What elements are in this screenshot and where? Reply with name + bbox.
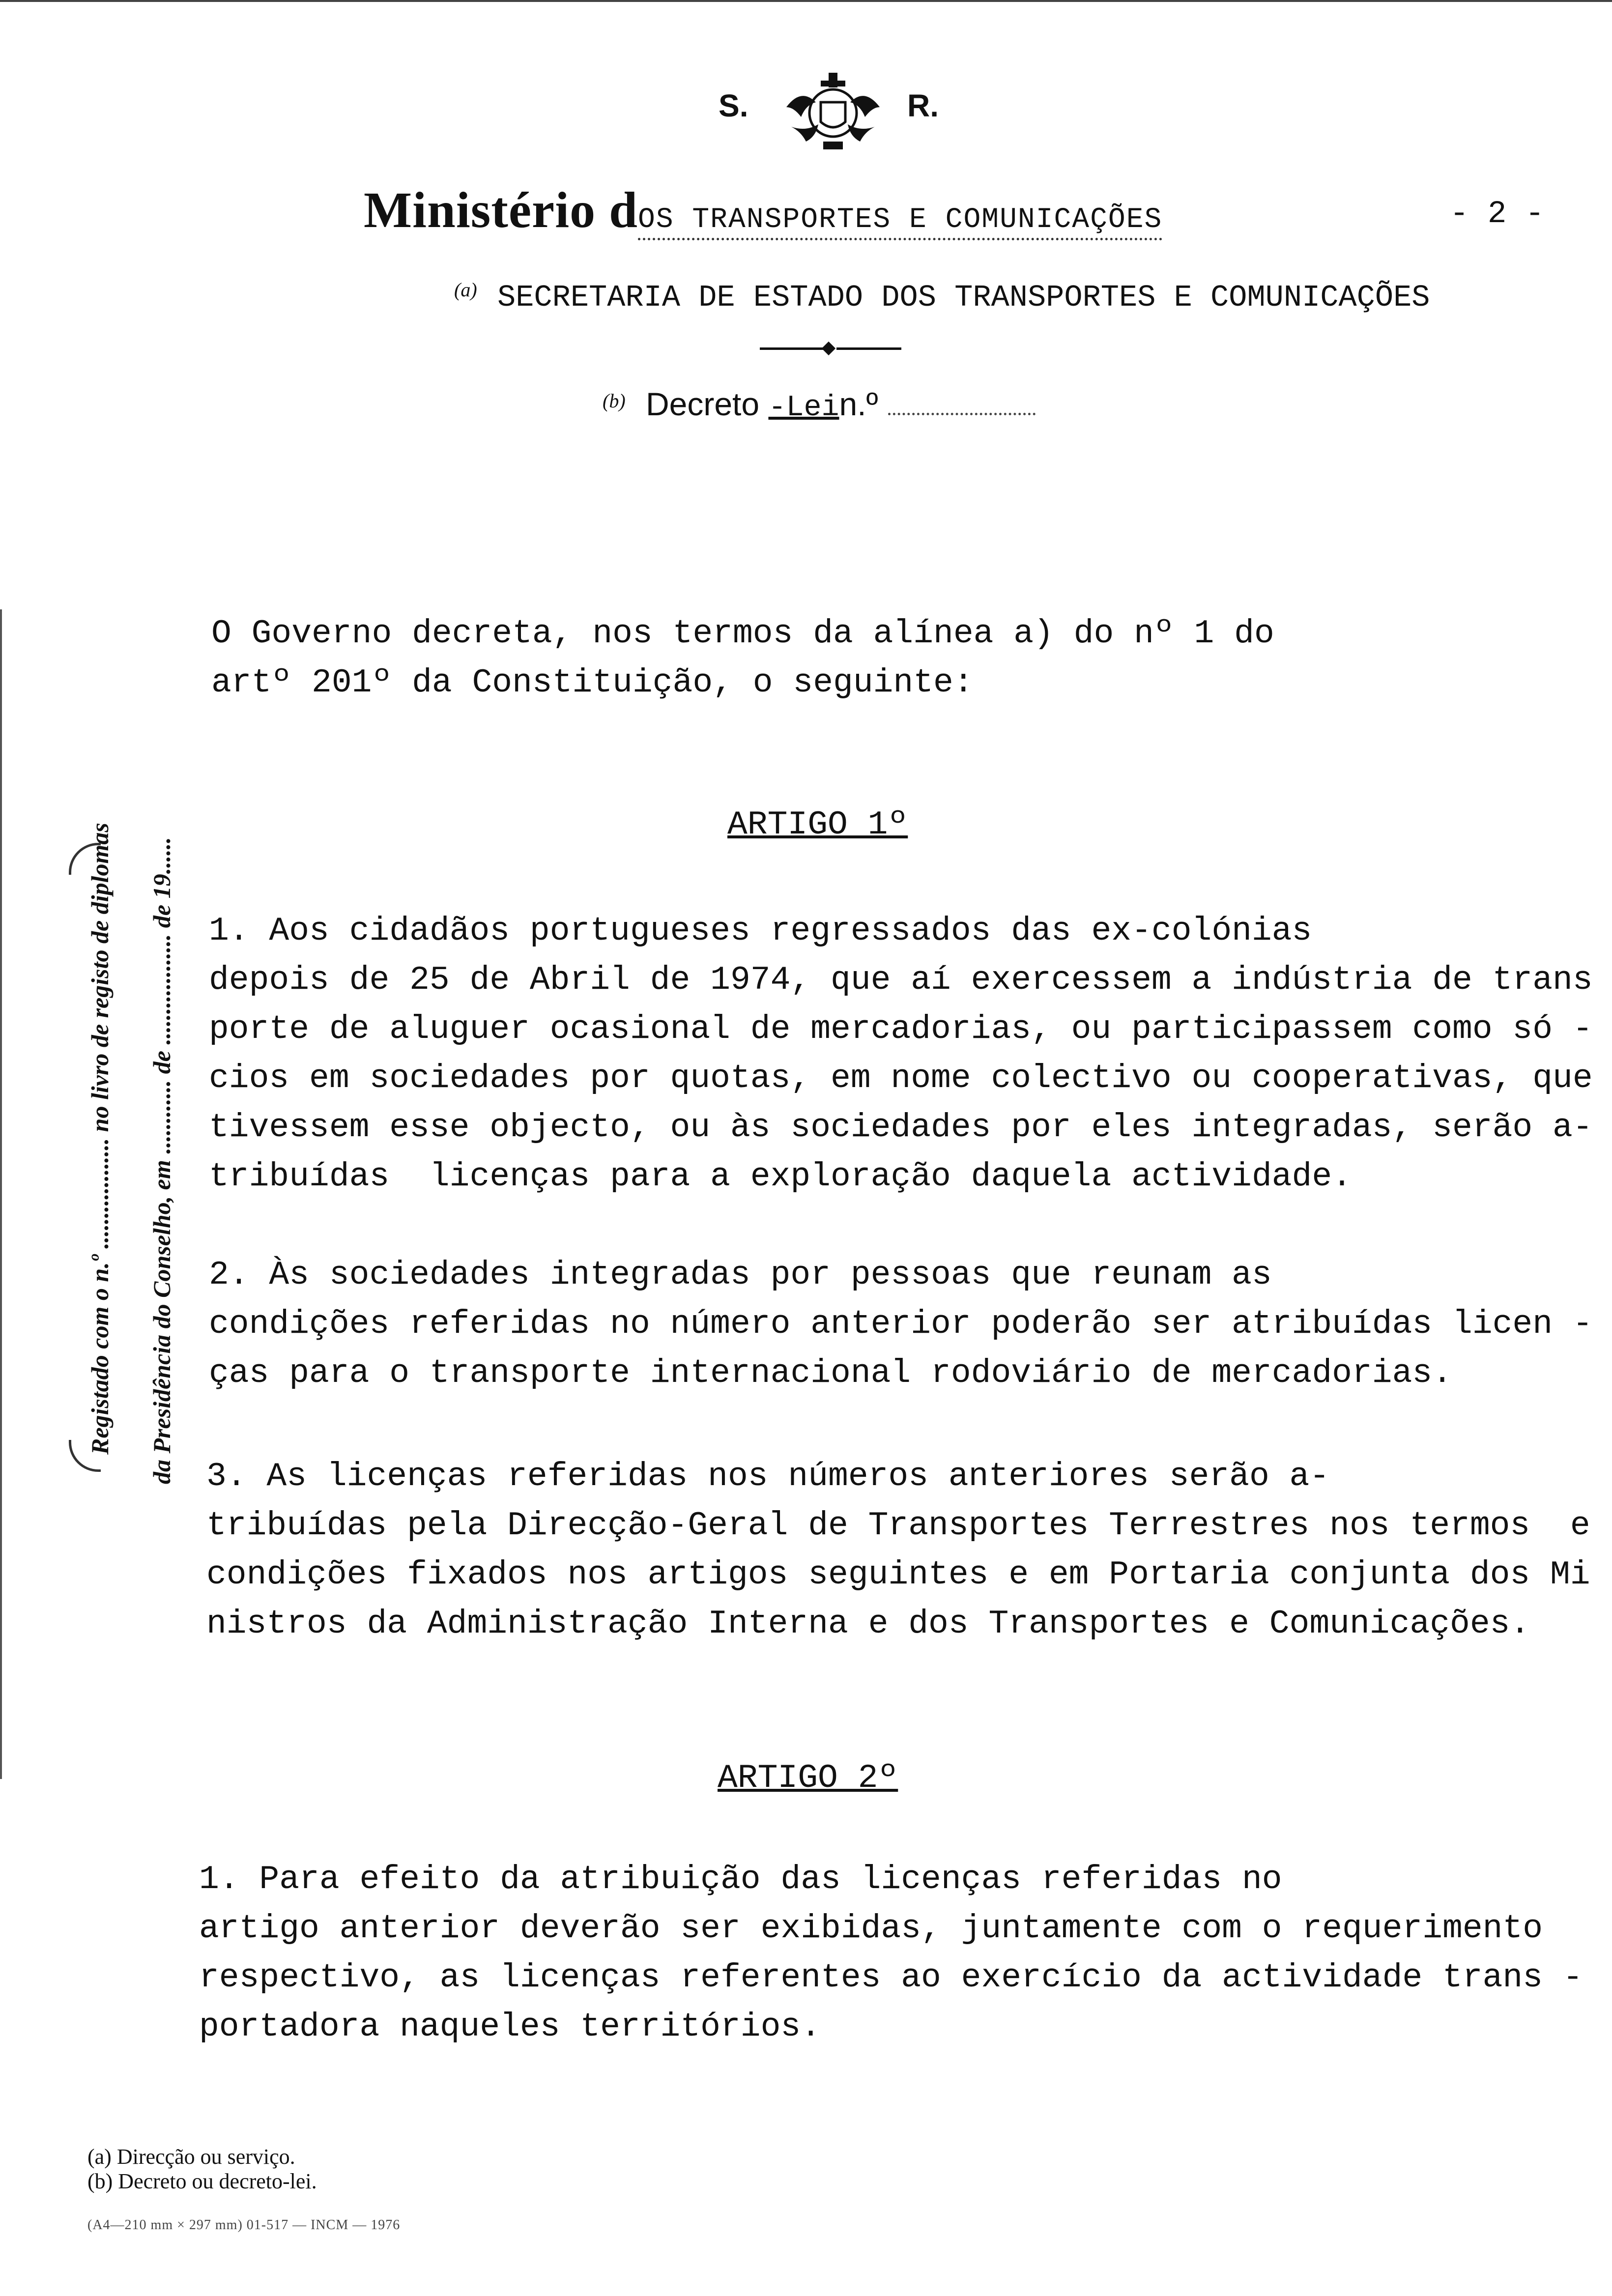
ministry-name: OS TRANSPORTES E COMUNICAÇÕES: [638, 204, 1162, 240]
artigo-2-heading: ARTIGO 2º: [718, 1759, 898, 1797]
ornament-rule-left: [760, 347, 824, 350]
ornament-rule-right: [836, 347, 901, 350]
artigo-1-heading: ARTIGO 1º: [727, 806, 908, 844]
artigo-1-paragraph-2: 2. Às sociedades integradas por pessoas que reunam as condições referidas no número anterior poderão ser atribuídas licen - ças para o transporte internacional rodoviário de mercadorias.: [209, 1256, 1593, 1392]
ministry-prefix: Ministério d: [364, 182, 638, 238]
decreto-marker: (b): [603, 390, 626, 412]
artigo-2-paragraph-1: 1. Para efeito da atribuição das licenças referidas no artigo anterior deverão ser exibidas, juntamente com o requerimento respectivo, as licenças referentes ao exercício da actividade trans - portadora naqueles territórios.: [199, 1861, 1583, 2046]
coat-of-arms-icon: [781, 68, 885, 156]
footnote-a: (a) Direcção ou serviço.: [87, 2145, 295, 2169]
page-top-border: [0, 0, 1612, 2]
margin-registo-line: Registado com o n.º .................. no livro de registo de diplomas: [86, 823, 114, 1455]
secretaria-line: SECRETARIA DE ESTADO DOS TRANSPORTES E COMUNICAÇÕES: [497, 280, 1430, 315]
header-sr-right: R.: [907, 88, 939, 123]
decreto-line: [646, 385, 1036, 425]
secretaria-marker: (a): [454, 279, 477, 301]
margin-presidencia-line: da Presidência do Conselho, em ............ de .................. de 19......: [148, 837, 175, 1484]
artigo-1-paragraph-3: 3. As licenças referidas nos números anteriores serão a- tribuídas pela Direcção-Geral de Transportes Terrestres nos termos e condições fixados nos artigos seguintes e em Portaria conjunta dos Mi nistros da Administração Interna e dos Transportes e Comunicações.: [206, 1458, 1590, 1643]
footnotes: [87, 2145, 317, 2194]
footnote-b: (b) Decreto ou decreto-lei.: [87, 2169, 317, 2193]
decreto-label: Decreto: [646, 386, 760, 422]
decreto-number-blank: [888, 413, 1036, 415]
intro-paragraph: O Governo decreta, nos termos da alínea a) do nº 1 do artº 201º da Constituição, o seguinte:: [211, 615, 1274, 702]
decreto-lei-insert: -Lei: [768, 391, 839, 425]
ministry-title: [364, 181, 1162, 239]
print-info: (A4—210 mm × 297 mm) 01-517 — INCM — 1976: [87, 2217, 401, 2233]
decreto-number-label: n.º: [839, 386, 878, 422]
page-number: - 2 -: [1450, 197, 1545, 232]
ornament-diamond: [822, 342, 835, 355]
page-left-edge: [0, 609, 2, 1779]
header-sr-left: S.: [719, 88, 748, 123]
artigo-1-paragraph-1: 1. Aos cidadãos portugueses regressados das ex-colónias depois de 25 de Abril de 1974, que aí exercessem a indústria de trans porte de aluguer ocasional de mercadorias, ou participassem como só - cios em sociedades por quotas, em nome colectivo ou cooperativas, que tivessem esse objecto, ou às sociedades por eles integradas, serão a- tribuídas licenças para a exploração daquela actividade.: [209, 912, 1593, 1196]
